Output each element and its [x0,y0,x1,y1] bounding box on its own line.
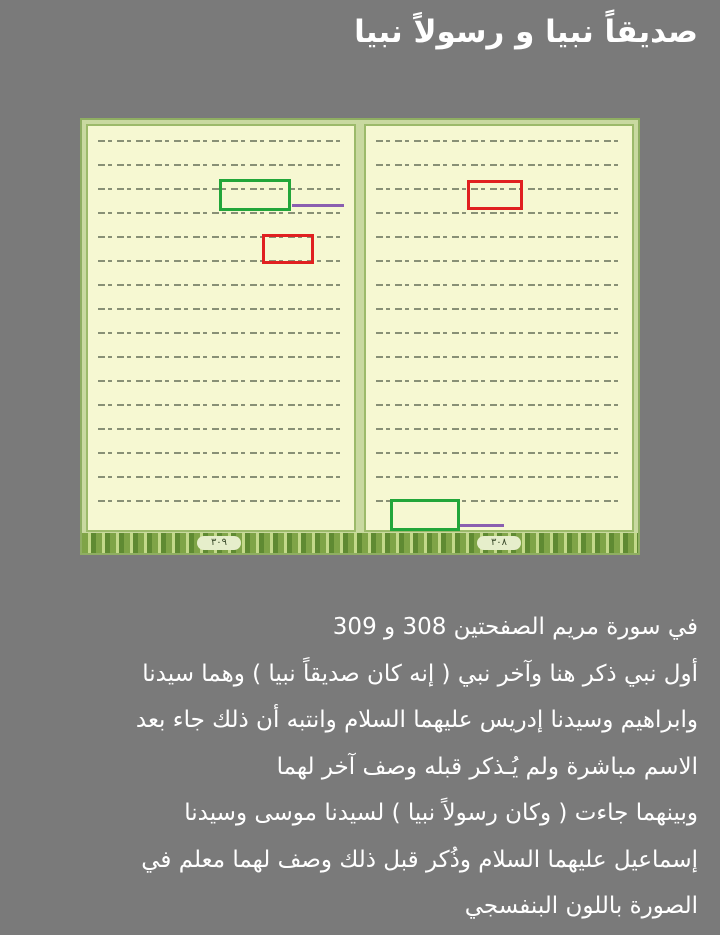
purple-underline-left [292,204,344,207]
page-title: صديقاً نبيا و رسولاً نبيا [354,14,698,50]
purple-underline-right [460,524,504,527]
body-line: الاسم مباشرة ولم يُـذكر قبله وصف آخر لهما [276,753,698,780]
left-page-number: ٣٠٩ [197,536,241,550]
highlight-siddiqan-nabiyya-left [262,234,314,264]
body-line: الصورة باللون البنفسجي [464,893,698,919]
explanation-text [8,604,698,930]
body-line: وابراهيم وسيدنا إدريس عليهما السلام وانتبه أن ذلك جاء بعد [135,707,698,733]
body-line: أول نبي ذكر هنا وآخر نبي ( إنه كان صديقاً نبيا ) وهما سيدنا [142,660,698,687]
highlight-rasulan-nabiyya-left [219,179,291,211]
page-ornament-band [82,533,638,553]
body-line: في سورة مريم الصفحتين 308 و 309 [332,614,698,640]
body-line: إسماعيل عليهما السلام وذُكر قبل ذلك وصف لهما معلم في [141,846,698,873]
highlight-rasulan-nabiyya-right [390,499,460,531]
body-line: وبينهما جاءت ( وكان رسولاً نبيا ) لسيدنا موسى وسيدنا [184,800,698,826]
highlight-siddiqan-nabiyya-right [467,180,523,210]
quran-pages-image [80,118,640,555]
right-page-number: ٣٠٨ [477,536,521,550]
